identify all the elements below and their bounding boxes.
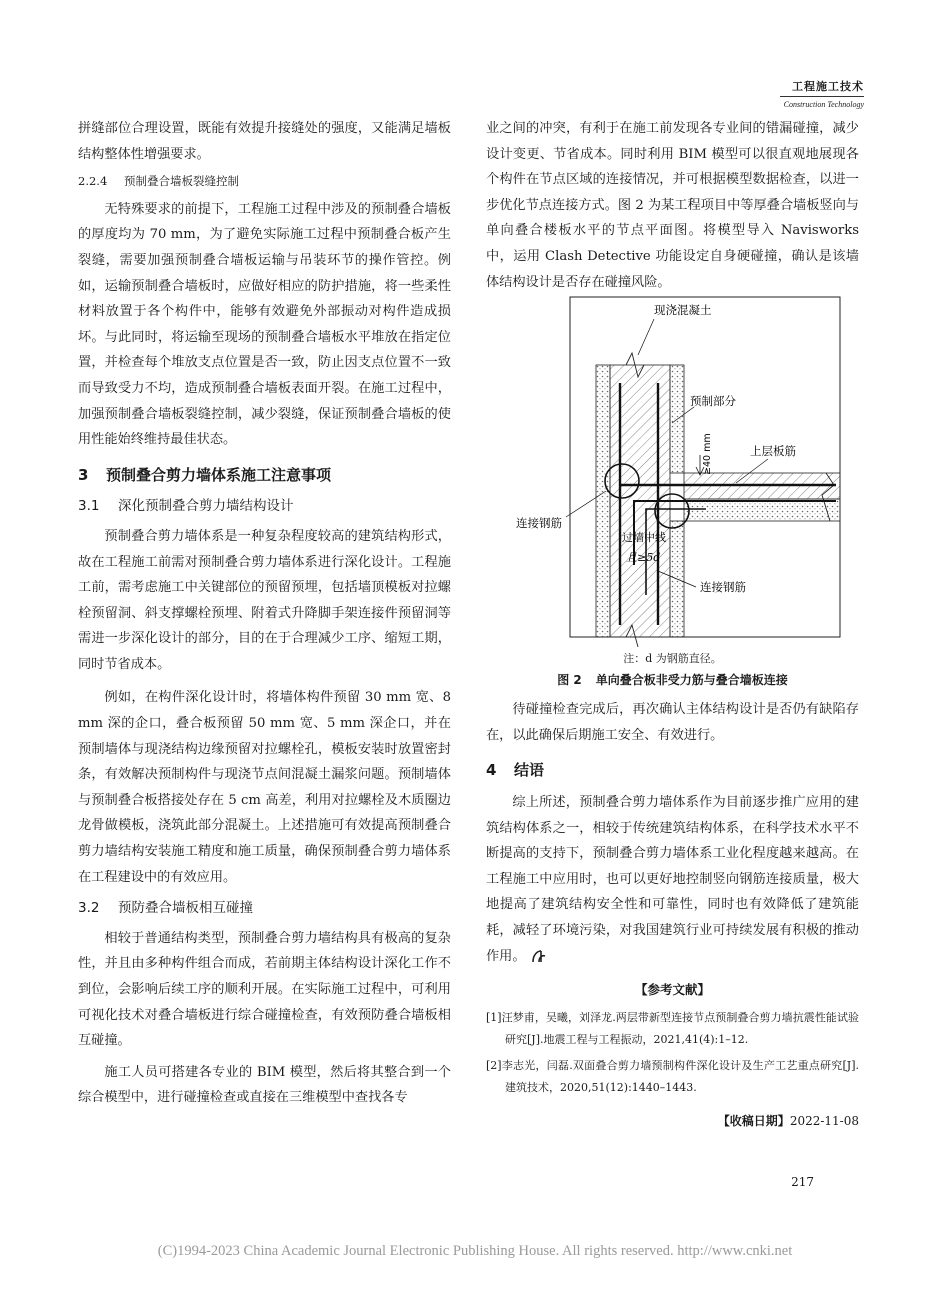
paragraph: 拼缝部位合理设置，既能有效提升接缝处的强度，又能满足墙板结构整体性增强要求。 [78,121,451,162]
section-number: 3.1 [78,498,100,515]
section-heading [78,494,451,520]
section-title: 结语 [514,761,545,780]
paragraph: 无特殊要求的前提下，工程施工过程中涉及的预制叠合墙板的厚度均为 70 mm，为了避免实际施工过程中预制叠合板产生裂缝，需要加强预制叠合墙板运输与吊装环节的操作管控。例如，运输预制叠合墙板时，应做好相应的防护措施，将一些柔性材料放置于各个构件中，能够有效避免外部振动对构件造成损坏。与此同时，将运输至现场的预制叠合墙板水平堆放在指定位置，并检查每个堆放支点位置是否一致，防止因支点位置不一致而导致受力不均，造成预制叠合墙板表面开裂。在施工过程中，加强预制叠合墙板裂缝控制，减少裂缝，保证预制叠合墙板的使用性能始终维持最佳状态。 [78,201,451,448]
conclusion-text: 综上所述，预制叠合剪力墙体系作为目前逐步推广应用的建筑结构体系之一，相较于传统建筑结构体系，在科学技术水平不断提高的支持下，预制叠合剪力墙体系工业化程度越来越高。在工程施工中应用时，也可以更好地控制竖向钢筋连接质量，极大地提高了建筑结构安全性和可靠性，同时也有效降低了建筑能耗，减轻了环境污染，对我国建筑行业可持续发展有积极的推动作用。 [486,794,859,964]
journal-header [784,78,864,109]
section-title: 预制叠合墙板裂缝控制 [124,174,239,189]
paragraph: 预制叠合剪力墙体系是一种复杂程度较高的建筑结构形式，故在工程施工前需对预制叠合剪力墙体系进行深化设计。工程施工前，需考虑施工中关键部位的预留预埋，包括墙顶模板对拉螺栓预留洞、斜支撑螺栓预埋、附着式升降脚手架连接件预留洞等需进一步深化设计的部分，目的在于合理减少工序、缩短工期，同时节省成本。 [78,528,451,672]
label-prefab-part: 预制部分 [690,394,736,409]
reference-item: [1]汪梦甫，吴曦，刘泽龙.两层带新型连接节点预制叠合剪力墙抗震性能试验研究[J].地震工程与工程振动，2021,41(4):1–12. [486,1010,859,1046]
section-number: 2.2.4 [78,174,108,189]
paragraph: 业之间的冲突，有利于在施工前发现各专业间的错漏碰撞，减少设计变更、节省成本。同时利用 BIM 模型可以很直观地展现各个构件在节点区域的连接情况，并可根据模型数据检查，以进一步优化节点连接方式。图 2 为某工程项目中等厚叠合墙板竖向与单向叠合楼板水平的节点平面图。将模型导入 Navisworks 中，运用 Clash Detective 功能设定自身硬碰撞，确认是该墙体结构设计是否存在碰撞风险。 [486,121,859,290]
figure-2 [486,295,859,647]
section-heading [78,896,451,922]
label-connect-rebar-2: 连接钢筋 [700,580,746,595]
page-number: 217 [791,1175,814,1189]
section-number: 4 [486,761,497,780]
figure-caption [486,669,859,691]
prefab-slab [684,499,840,521]
section-number: 3 [78,465,89,484]
paragraph: 相较于普通结构类型，预制叠合剪力墙结构具有极高的复杂性，并且由多种构件组合而成，若前期主体结构设计深化工作不到位，会影响后续工序的顺利开展。在实际施工过程中，可利用可视化技术对叠合墙板进行综合碰撞检查，有效预防叠合墙板相互碰撞。 [78,930,451,1049]
section-title: 深化预制叠合剪力墙结构设计 [118,498,294,515]
label-dimension: ≥40 mm [702,433,713,476]
copyright-footer: (C)1994-2023 China Academic Journal Electronic Publishing House. All rights reserved. http://www.cnki.net [157,1243,793,1259]
section-title: 预制叠合剪力墙体系施工注意事项 [106,465,332,484]
left-column [78,116,451,1111]
journal-title-en: Construction Technology [783,100,864,109]
label-lap: 且≥5d [626,551,661,565]
label-wall-center: 过墙中线 [622,531,666,545]
label-connect-rebar-1: 连接钢筋 [516,516,562,531]
paragraph: 施工人员可搭建各专业的 BIM 模型，然后将其整合到一个综合模型中，进行碰撞检查或直接在三维模型中查找各专 [78,1064,451,1106]
label-cast-concrete: 现浇混凝土 [654,303,712,318]
section-heading [78,463,451,489]
header-rule [780,96,864,97]
section-heading [78,169,451,195]
journal-title-cn: 工程施工技术 [792,80,864,93]
received-value: 2022-11-08 [789,1113,859,1128]
reference-item: [2]李志光，闫磊.双面叠合剪力墙预制构件深化设计及生产工艺重点研究[J].建筑技术，2020,51(12):1440–1443. [486,1058,859,1094]
figure-caption-text: 单向叠合板非受力筋与叠合墙板连接 [595,673,788,688]
label-upper-rebar: 上层板筋 [750,444,796,459]
prefab-wall-left [596,365,610,637]
section-number: 3.2 [78,900,100,917]
paragraph: 待碰撞检查完成后，再次确认主体结构设计是否仍有缺陷存在，以此确保后期施工安全、有效进行。 [486,702,859,743]
joint-diagram [486,295,859,647]
received-label: 【收稿日期】 [717,1113,790,1128]
end-mark-icon [530,948,548,964]
paragraph: 例如，在构件深化设计时，将墙体构件预留 30 mm 宽、8 mm 深的企口，叠合板预留 50 mm 宽、5 mm 深企口，并在预制墙体与现浇结构边缘预留对拉螺栓孔，模板安装时放置密封条，有效解决预制构件与现浇节点间混凝土漏浆问题。预制墙体与预制叠合板搭接处存在 5 cm 高差，利用对拉螺栓及木质圈边龙骨做模板，浇筑此部分混凝土。上述措施可有效提高预制叠合剪力墙结构安装施工精度和施工质量，确保预制叠合剪力墙体系在工程建设中的有效应用。 [78,690,451,885]
received-date [486,1109,859,1135]
right-column [486,116,859,1134]
figure-caption-number: 图 2 [557,673,582,688]
paragraph [486,790,859,969]
section-title: 预防叠合墙板相互碰撞 [118,900,253,917]
section-heading [486,758,859,784]
references-title: 【参考文献】 [634,982,710,998]
figure-note: 注：d 为钢筋直径。 [623,652,722,666]
